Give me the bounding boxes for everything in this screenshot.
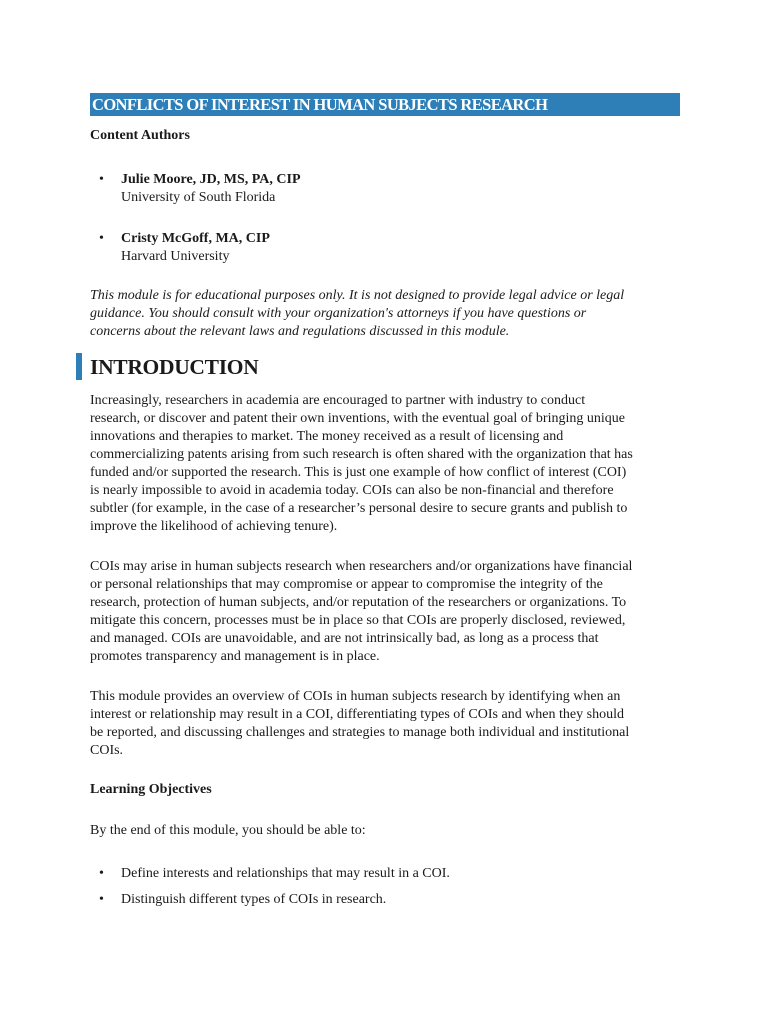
intro-paragraph [90,392,680,536]
disclaimer [90,287,680,341]
paragraph-line: COIs. [90,743,124,758]
paragraph-line: mitigate this concern, processes must be in place so that COIs are properly disclosed, reviewed, [90,613,626,628]
author-affiliation: University of South Florida [121,190,276,205]
paragraph-line: research, protection of human subjects, and/or reputation of the researchers or organizations. To [90,595,627,610]
paragraph-line: is nearly impossible to avoid in academia today. COIs can also be non-financial and therefore [90,483,614,498]
intro-paragraph [90,558,680,666]
paragraph-line: funded and/or supported the research. This is just one example of how conflict of interest (COI) [90,465,627,480]
paragraph-line: COIs may arise in human subjects research when researchers and/or organizations have financial [90,559,633,574]
paragraph-line: improve the likelihood of achieving tenure). [90,519,338,534]
introduction-heading: INTRODUCTION [90,355,259,379]
paragraph-line: or personal relationships that may compromise or appear to compromise the integrity of the [90,577,603,592]
document-title: CONFLICTS OF INTEREST IN HUMAN SUBJECTS RESEARCH [90,93,680,116]
intro-paragraph [90,688,680,760]
paragraph-line: and managed. COIs are unavoidable, and are not intrinsically bad, as long as a process that [90,631,599,646]
bullet-icon: • [99,892,104,907]
learning-objectives-heading: Learning Objectives [90,782,212,797]
author-name: Julie Moore, JD, MS, PA, CIP [121,172,301,187]
paragraph-line: interest or relationship may result in a COI, differentiating types of COIs and when they should [90,707,624,722]
learning-objectives-intro: By the end of this module, you should be able to: [90,823,366,838]
author-affiliation: Harvard University [121,249,230,264]
paragraph-line: This module provides an overview of COIs in human subjects research by identifying when an [90,689,621,704]
paragraph-line: promotes transparency and management is in place. [90,649,380,664]
paragraph-line: be reported, and discussing challenges and strategies to manage both individual and institutional [90,725,630,740]
section-accent-bar [76,353,82,380]
bullet-icon: • [99,172,104,187]
author-name: Cristy McGoff, MA, CIP [121,231,270,246]
objective-text: Define interests and relationships that may result in a COI. [121,866,450,881]
bullet-icon: • [99,231,104,246]
content-authors-heading: Content Authors [90,128,190,143]
disclaimer-line: This module is for educational purposes only. It is not designed to provide legal advice or legal [90,288,625,303]
objective-text: Distinguish different types of COIs in research. [121,892,387,907]
paragraph-line: subtler (for example, in the case of a researcher’s personal desire to secure grants and publish to [90,501,628,516]
paragraph-line: innovations and therapies to market. The money received as a result of licensing and [90,429,564,444]
disclaimer-line: guidance. You should consult with your organization's attorneys if you have questions or [90,306,587,321]
paragraph-line: Increasingly, researchers in academia are encouraged to partner with industry to conduct [90,393,586,408]
disclaimer-line: concerns about the relevant laws and regulations discussed in this module. [90,324,510,339]
bullet-icon: • [99,866,104,881]
paragraph-line: research, or discover and patent their own inventions, with the eventual goal of bringing unique [90,411,625,426]
paragraph-line: commercializing patents arising from such research is often shared with the organization that has [90,447,633,462]
